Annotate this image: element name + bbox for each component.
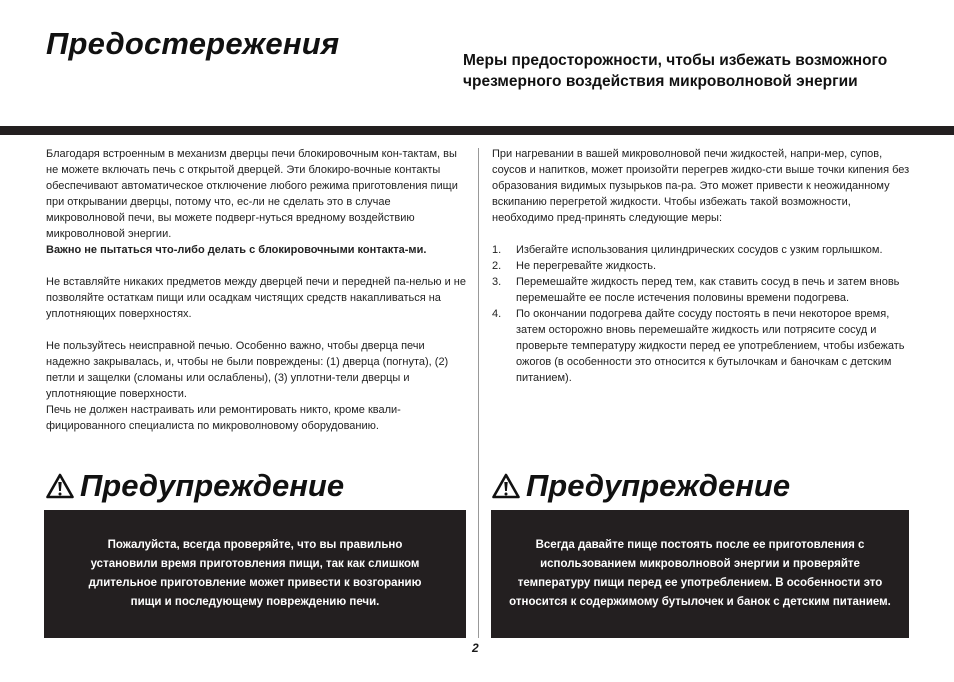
warning-heading-left	[46, 468, 344, 504]
list-item	[492, 274, 912, 306]
warning-heading-right	[492, 468, 790, 504]
list-item-text: Перемешайте жидкость перед тем, как ставить сосуд в печь и затем вновь перемешайте ее после истечения половины времени подогрева.	[516, 276, 900, 304]
precaution-list	[492, 242, 912, 386]
list-item-text: Избегайте использования цилиндрических сосудов с узким горлышком.	[516, 244, 883, 256]
warning-heading-text: Предупреждение	[80, 468, 345, 503]
list-item	[492, 242, 912, 258]
warning-triangle-icon	[46, 473, 74, 499]
list-item-text: Не перегревайте жидкость.	[516, 260, 657, 272]
damaged-oven-paragraph: Не пользуйтесь неисправной печью. Особенно важно, чтобы дверца печи надежно закрывалась, и, чтобы не были повреждены: (1) дверца (погнута), (2) петли и защелки (сломаны или ослаблены), (3) уплотни-тели дверцы и уплотняющие поверхности.	[46, 340, 449, 400]
list-item	[492, 306, 912, 386]
header-rule	[0, 126, 954, 135]
list-item-number: 3.	[492, 276, 502, 288]
page-number: 2	[472, 641, 479, 655]
right-column	[492, 146, 912, 386]
warning-text-left: Пожалуйста, всегда проверяйте, что вы правильно установили время приготовления пищи, так как слишком длительное приготовление может привести к возгоранию пищи и последующему повреждению печи.	[88, 539, 422, 608]
list-item	[492, 258, 912, 274]
left-column	[46, 146, 466, 434]
warning-text-right: Всегда давайте пище постоять после ее приготовления с использованием микроволновой энергии и проверяйте температуру пищи перед ее употреблением. В особенности это относится к содержимому бутылочек и банок с детским питанием.	[509, 539, 891, 608]
interlock-bold-note: Важно не пытаться что-либо делать с блокировочными контакта-ми.	[46, 244, 427, 256]
liquid-heating-intro: При нагревании в вашей микроволновой печи жидкостей, напри-мер, супов, соусов и напитков, может произойти перегрев жидко-сти выше точки кипения без образования видимых пузырьков па-ра. Это может привести к неожиданному вскипанию перегретой жидкости. Чтобы избежать такой возможности, необходимо пред-принять следующие меры:	[492, 148, 910, 224]
list-item-number: 2.	[492, 260, 502, 272]
warning-heading-text: Предупреждение	[526, 468, 791, 503]
list-item-text: По окончании подогрева дайте сосуду постоять в печи некоторое время, затем осторожно вновь перемешайте жидкость или потрясите сосуд и проверьте температуру жидкости перед ее употреблением, чтобы избежать ожогов (в особенности это относится к бутылочкам и баночкам с детским питанием).	[516, 308, 905, 384]
page-title: Предостережения	[46, 26, 340, 61]
warning-box-right	[491, 510, 909, 638]
service-paragraph: Печь не должен настраивать или ремонтировать никто, кроме квали-фицированного специалиста по микроволновому оборудованию.	[46, 404, 401, 432]
list-item-number: 4.	[492, 308, 502, 320]
door-objects-paragraph: Не вставляйте никаких предметов между дверцей печи и передней па-нелью и не позволяйте остаткам пищи или осадкам чистящих средств накапливаться на уплотняющих поверхностях.	[46, 276, 466, 320]
list-item-number: 1.	[492, 244, 502, 256]
door-interlock-paragraph: Благодаря встроенным в механизм дверцы печи блокировочным кон-тактам, вы не можете включать печь с открытой дверцей. Эти блокиро-вочные контакты обеспечивают автоматическое отключение любого режима приготовления пищи при открывании дверцы, потому что, ес-ли не сделать это в случае микроволновой печи, вы можете подверг-нуться вредному воздействию микроволновой энергии.	[46, 148, 458, 240]
page-subtitle: Меры предосторожности, чтобы избежать возможного чрезмерного воздействия микроволновой энергии	[463, 52, 888, 90]
warning-triangle-icon	[492, 473, 520, 499]
column-divider	[478, 148, 479, 638]
warning-box-left	[44, 510, 466, 638]
